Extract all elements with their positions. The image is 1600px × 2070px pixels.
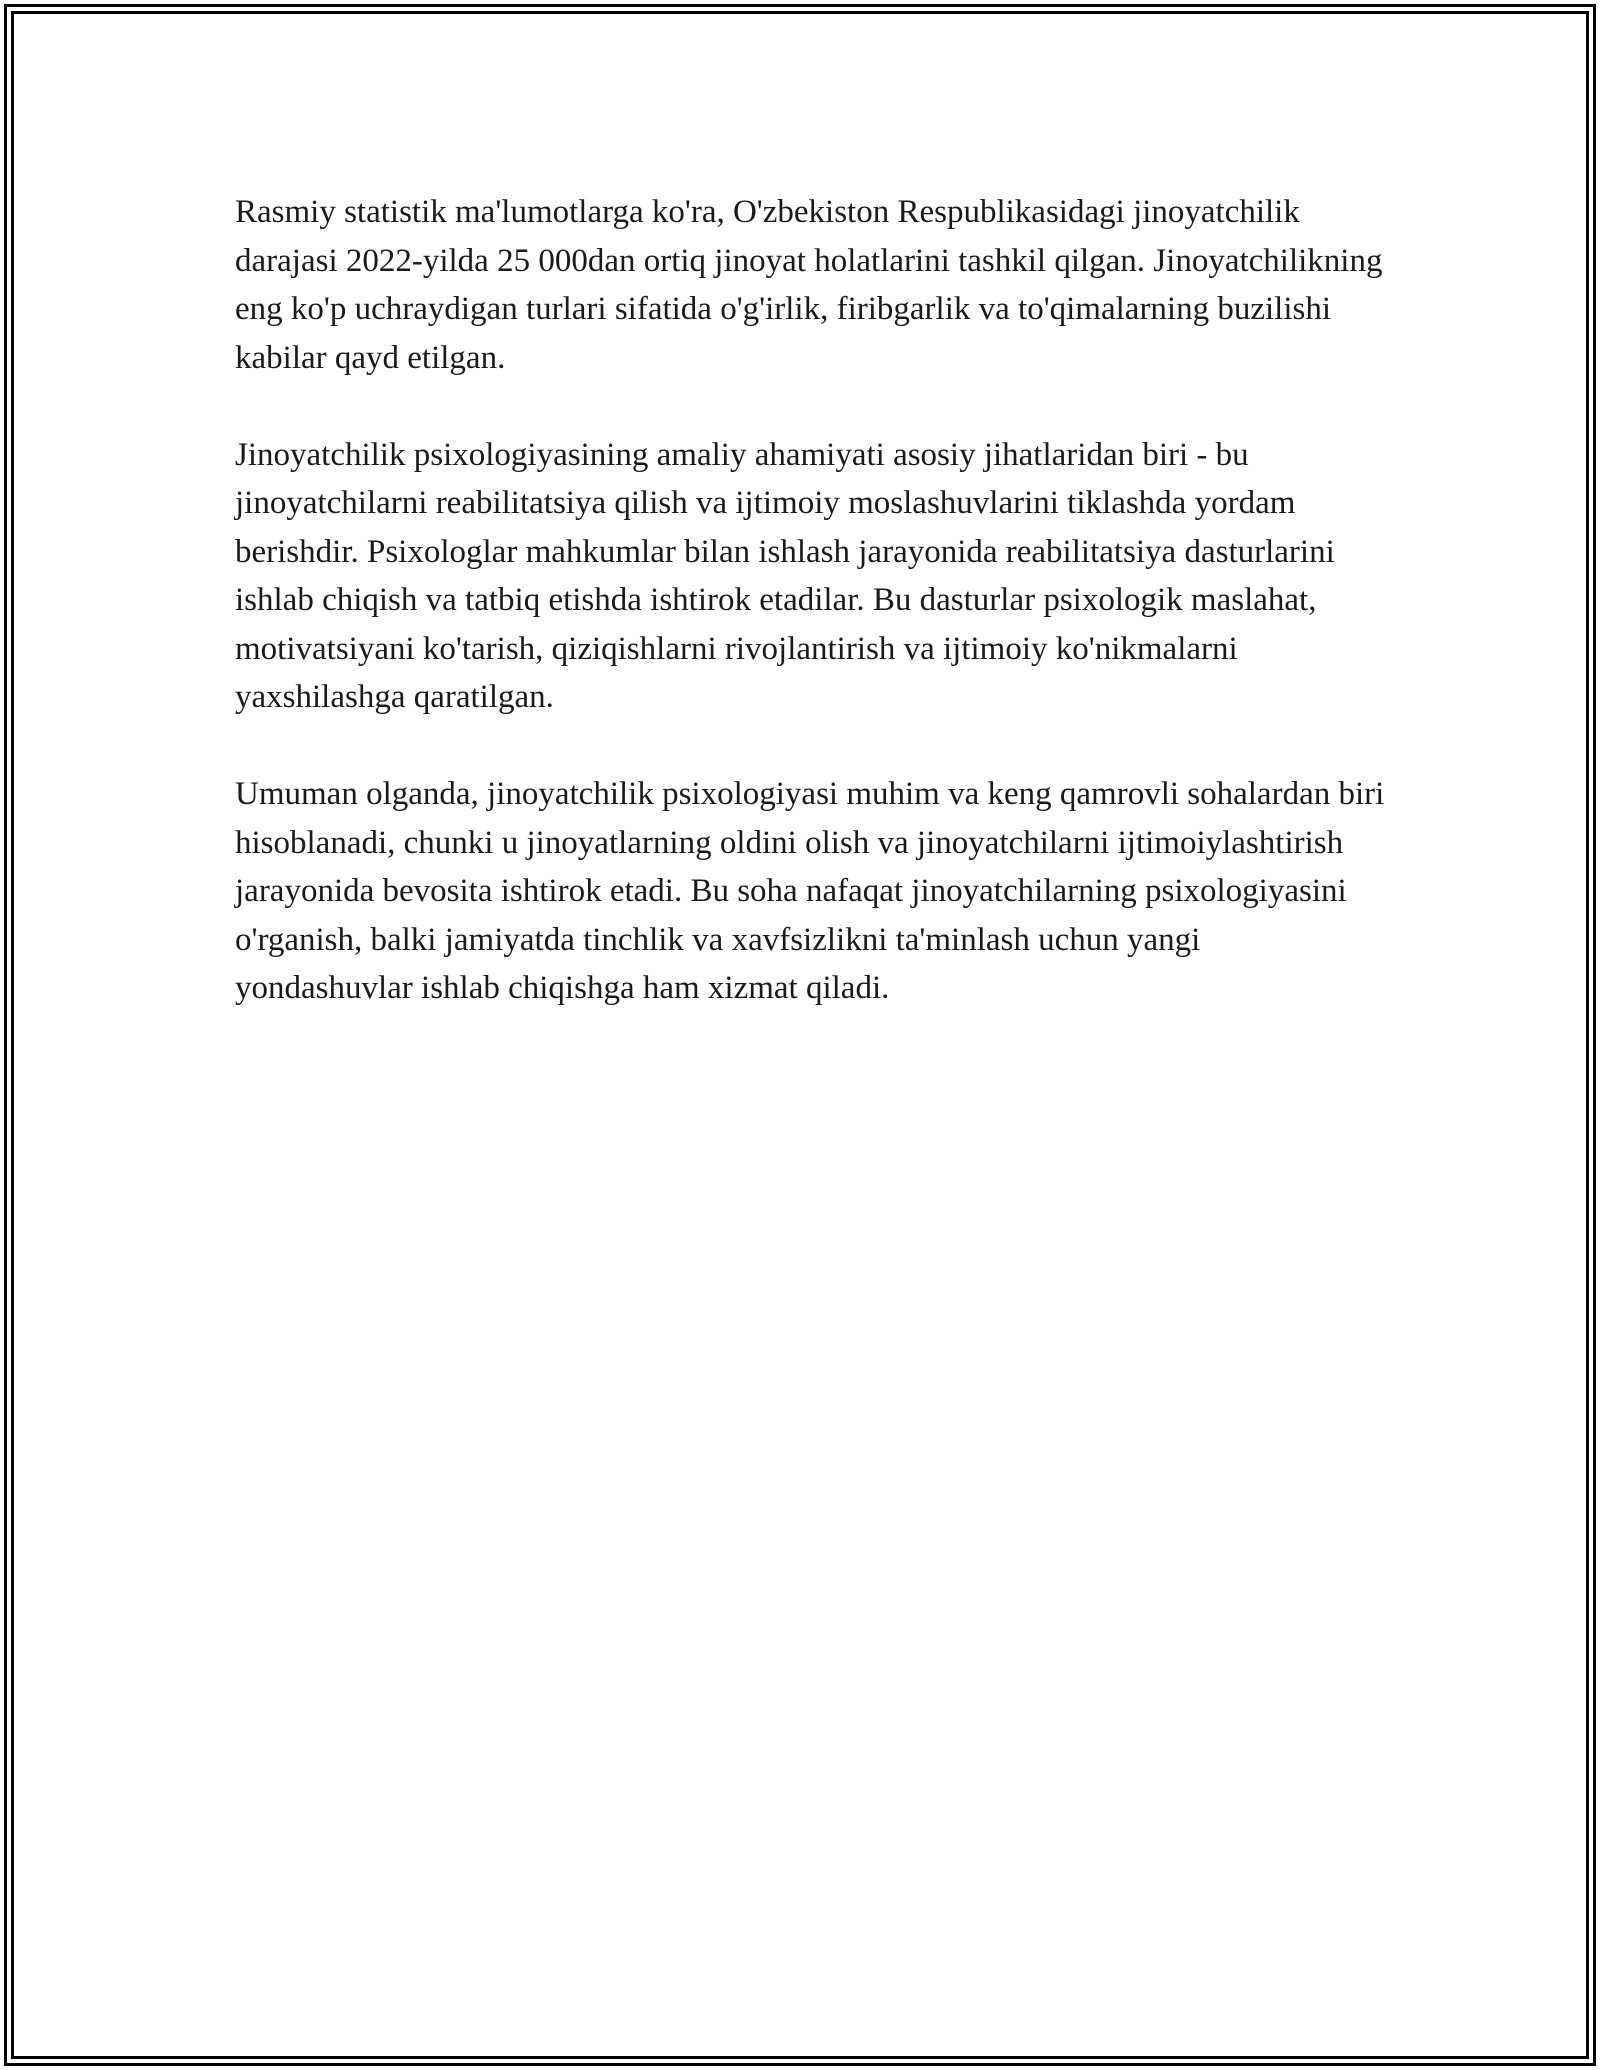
- paragraph-statistics: Rasmiy statistik ma'lumotlarga ko'ra, O'zbekiston Respublikasidagi jinoyatchilik darajasi 2022-yilda 25 000dan ortiq jinoyat holatlarini tashkil qilgan. Jinoyatchilikning eng ko'p uchraydigan turlari sifatida o'g'irlik, firibgarlik va to'qimalarning buzilishi kabilar qayd etilgan.: [235, 194, 1383, 376]
- paragraph-rehabilitation: Jinoyatchilik psixologiyasining amaliy ahamiyati asosiy jihatlaridan biri - bu jinoyatchilarni reabilitatsiya qilish va ijtimoiy moslashuvlarini tiklashda yordam berishdir. Psixologlar mahkumlar bilan ishlash jarayonida reabilitatsiya dasturlarini ishlab chiqish va tatbiq etishda ishtirok etadilar. Bu dasturlar psixologik maslahat, motivatsiyani ko'tarish, qiziqishlarni rivojlantirish va ijtimoiy ko'nikmalarni yaxshilashga qaratilgan.: [235, 436, 1335, 715]
- document-body: [235, 188, 1385, 1013]
- paragraph-conclusion: Umuman olganda, jinoyatchilik psixologiyasi muhim va keng qamrovli sohalardan biri hisoblanadi, chunki u jinoyatlarning oldini olish va jinoyatchilarni ijtimoiylashtirish jarayonida bevosita ishtirok etadi. Bu soha nafaqat jinoyatchilarning psixologiyasini o'rganish, balki jamiyatda tinchlik va xavfsizlikni ta'minlash uchun yangi yondashuvlar ishlab chiqishga ham xizmat qiladi.: [235, 776, 1385, 1006]
